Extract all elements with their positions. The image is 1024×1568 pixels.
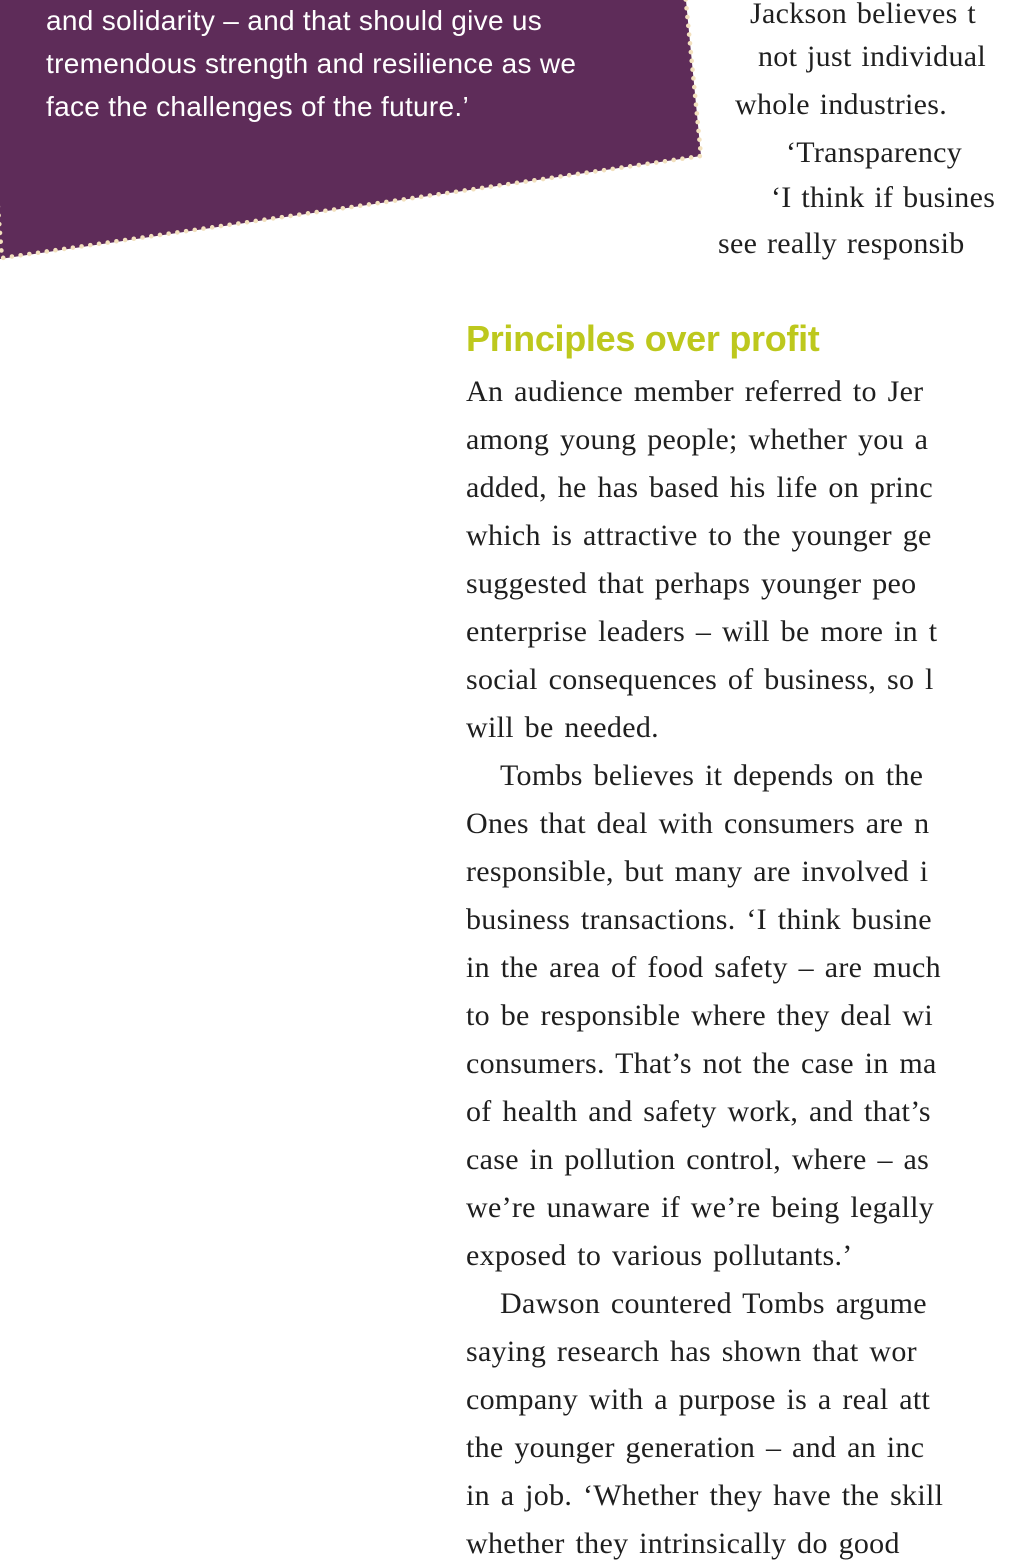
body-text-line: saying research has shown that wor bbox=[466, 1335, 917, 1368]
body-text-line: added, he has based his life on princ bbox=[466, 471, 933, 504]
body-text-line: ‘I think if busines bbox=[771, 181, 996, 214]
pull-quote-line: face the challenges of the future.’ bbox=[46, 91, 469, 122]
body-text-line: to be responsible where they deal wi bbox=[466, 999, 933, 1032]
pull-quote-line: tremendous strength and resilience as we bbox=[46, 48, 577, 79]
right-column-wrapped-text bbox=[0, 0, 1024, 290]
body-text-line: which is attractive to the younger ge bbox=[466, 519, 932, 552]
pull-quote-line: and solidarity – and that should give us bbox=[46, 5, 543, 36]
body-text-line: not just individual bbox=[758, 40, 987, 73]
body-text-line: responsible, but many are involved i bbox=[466, 855, 929, 888]
body-text-line: social consequences of business, so l bbox=[466, 663, 934, 696]
body-text-line: Jackson believes t bbox=[750, 0, 977, 30]
article-body bbox=[466, 368, 1024, 1568]
body-text-line: An audience member referred to Jer bbox=[466, 375, 924, 408]
body-text-line: the younger generation – and an inc bbox=[466, 1431, 925, 1464]
body-text-line: Dawson countered Tombs argume bbox=[500, 1287, 927, 1320]
body-text-line: among young people; whether you a bbox=[466, 423, 929, 456]
body-text-line: consumers. That’s not the case in ma bbox=[466, 1047, 937, 1080]
body-text-line: Ones that deal with consumers are n bbox=[466, 807, 930, 840]
body-text-line: enterprise leaders – will be more in t bbox=[466, 615, 938, 648]
body-text-line: see really responsib bbox=[718, 227, 965, 260]
body-text-line: suggested that perhaps younger peo bbox=[466, 567, 917, 600]
body-text-line: will be needed. bbox=[466, 711, 659, 744]
body-text-line: we’re unaware if we’re being legally bbox=[466, 1191, 935, 1224]
body-text-line: in the area of food safety – are much bbox=[466, 951, 941, 984]
body-text-line: company with a purpose is a real att bbox=[466, 1383, 931, 1416]
body-text-line: whether they intrinsically do good bbox=[466, 1527, 900, 1560]
body-text-line: exposed to various pollutants.’ bbox=[466, 1239, 853, 1272]
body-text-line: case in pollution control, where – as bbox=[466, 1143, 930, 1176]
body-text-line: whole industries. bbox=[735, 88, 948, 121]
body-text-line: in a job. ‘Whether they have the skill bbox=[466, 1479, 944, 1512]
body-text-line: business transactions. ‘I think busine bbox=[466, 903, 932, 936]
body-text-line: ‘Transparency bbox=[786, 136, 963, 169]
body-text-line: Tombs believes it depends on the bbox=[500, 759, 924, 792]
body-text-line: of health and safety work, and that’s bbox=[466, 1095, 931, 1128]
section-heading: Principles over profit bbox=[466, 318, 820, 359]
